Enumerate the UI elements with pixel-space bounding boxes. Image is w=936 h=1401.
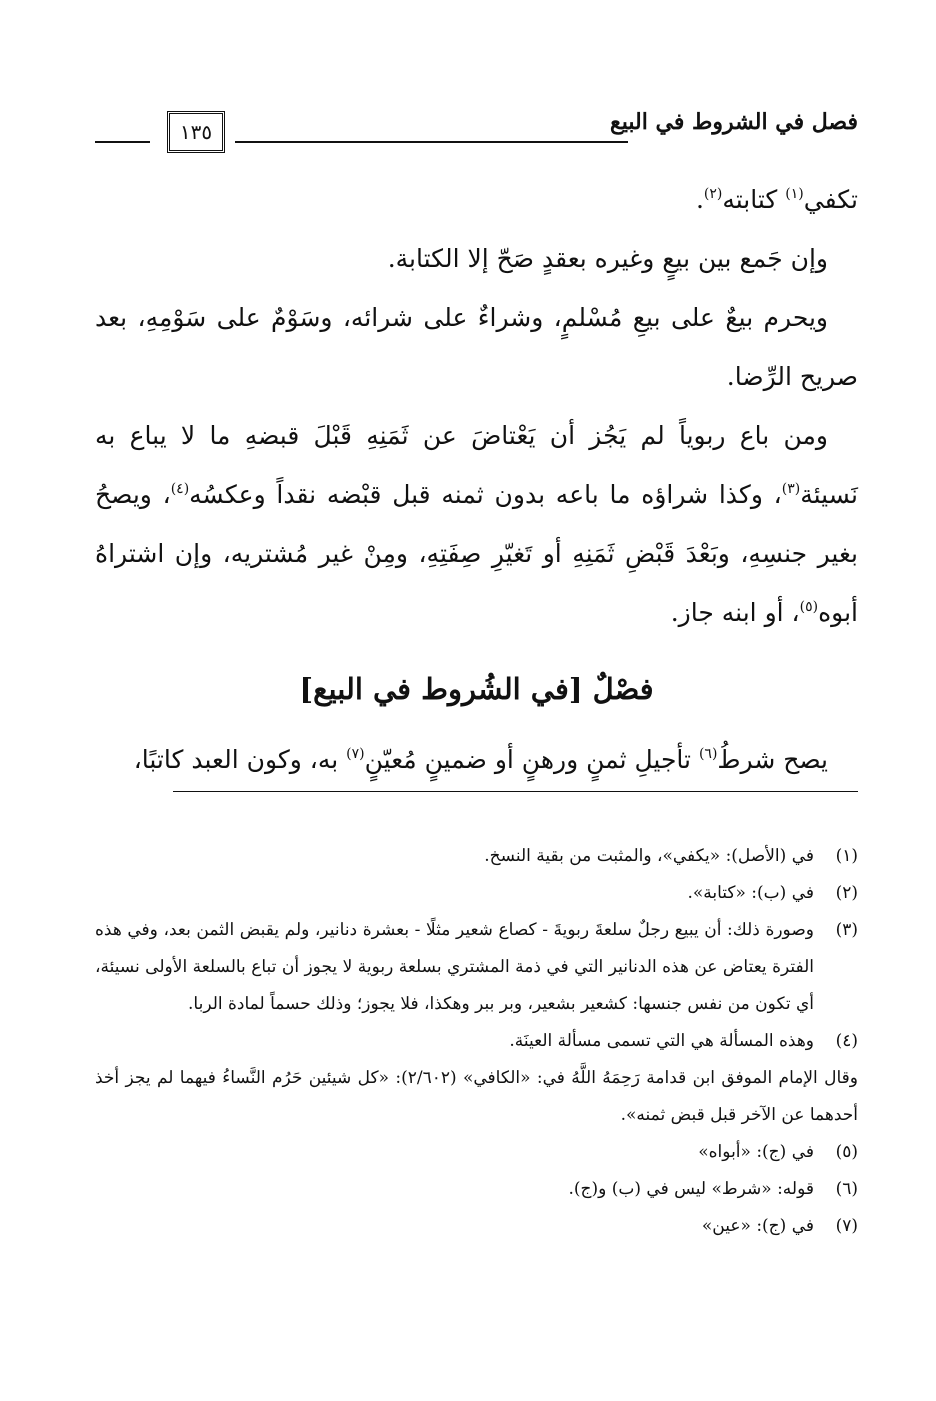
footnote: (٤) وهذه المسألة هي التي تسمى مسألة العينَة. (509, 1031, 858, 1051)
header-rule (235, 141, 628, 143)
footnote: (٦) قوله: «شرط» ليس في (ب) و(ج). (568, 1179, 858, 1199)
paragraph: ومن باع ربوياً لم يَجُز أن يَعْتاضَ عن ثَمَنِهِ قَبْلَ قبضهِ ما لا يباع به نَسيئة$^{(٣)}$، وكذا شراؤه ما باعه بدون ثمنه قبل قبْضه نقداً وعكسُه$^{(٤)}$، ويصحُ بغير جنسِهِ، وبَعْدَ قَبْضِ ثَمَنِهِ أو تَغيّرِ صِفَتِهِ، ومِنْ غير مُشتريه، وإن اشتراهُ أبوه$^{(٥)}$، أو ابنه جاز. (95, 421, 858, 627)
section-first-line: يصح شرطُ$^{(٦)}$ تأجيلِ ثمنٍ ورهنٍ أو ضمينٍ مُعيّنٍ$^{(٧)}$ به، وكون العبد كاتبًا، (133, 745, 828, 774)
paragraph: وإن جَمع بين بيعٍ وغيره بعقدٍ صَحّ إلا الكتابة. (387, 244, 828, 273)
page-header (95, 105, 858, 150)
footnote: (٧) في (ج): «عين» (701, 1216, 858, 1236)
page-number: ١٣٥ (167, 111, 225, 153)
footnote-ref: (١) (785, 186, 804, 202)
footnote: (٣) وصورة ذلك: أن يبيع رجلٌ سلعةَ ربويةَ - كصاع شعير مثلًا - بعشرة دنانير، ولم يقبض الثمن بعد، وفي هذه الفترة يعتاض عن هذه الدنانير التي في ذمة المشتري بسلعة ربوية لا يجوز أن تباع بالسلعة الأولى نسيئة، أي تكون من نفس جنسها: كشعير بشعير، وبر ببر وهكذا، فلا يجوز؛ وذلك حسماً لمادة الربا. (95, 920, 858, 1014)
footnote-ref: (٧) (346, 746, 365, 762)
running-title: فصل في الشروط في البيع (610, 109, 858, 135)
footnote: (٢) في (ب): «كتابة». (687, 883, 858, 903)
footnotes (95, 838, 858, 1245)
body-text (95, 170, 858, 642)
footnote-ref: (٦) (698, 746, 718, 762)
section-heading: فصْلٌ [في الشُروط في البيع] (299, 672, 654, 706)
footnote-continuation: وقال الإمام الموفق ابن قدامة رَحِمَهُ اللَّهُ في: «الكافي» (٢/٦٠٢): «كل شيئين حَرُم النَّساءُ فيهما لم يجز أخذ أحدهما عن الآخر قبل قبض ثمنه». (95, 1068, 858, 1125)
footnote-ref: (٤) (170, 481, 190, 497)
header-rule-left (95, 141, 150, 143)
footnote-ref: (٣) (781, 481, 801, 497)
footnote-ref: (٢) (703, 186, 723, 202)
paragraph: ويحرم بيعٌ على بيعِ مُسْلمٍ، وشراءٌ على شرائه، وسَوْمٌ على سَوْمِهِ، بعد صريح الرِّضا. (95, 303, 858, 391)
footnote: (١) في (الأصل): «يكفي»، والمثبت من بقية النسخ. (484, 846, 858, 866)
footnote: (٥) في (ج): «أبواه» (698, 1142, 858, 1162)
footnote-ref: (٥) (799, 599, 819, 615)
paragraph-continuation: تكفي$^{(١)}$ كتابته$^{(٢)}$. (695, 185, 858, 214)
footnote-separator (173, 791, 858, 792)
